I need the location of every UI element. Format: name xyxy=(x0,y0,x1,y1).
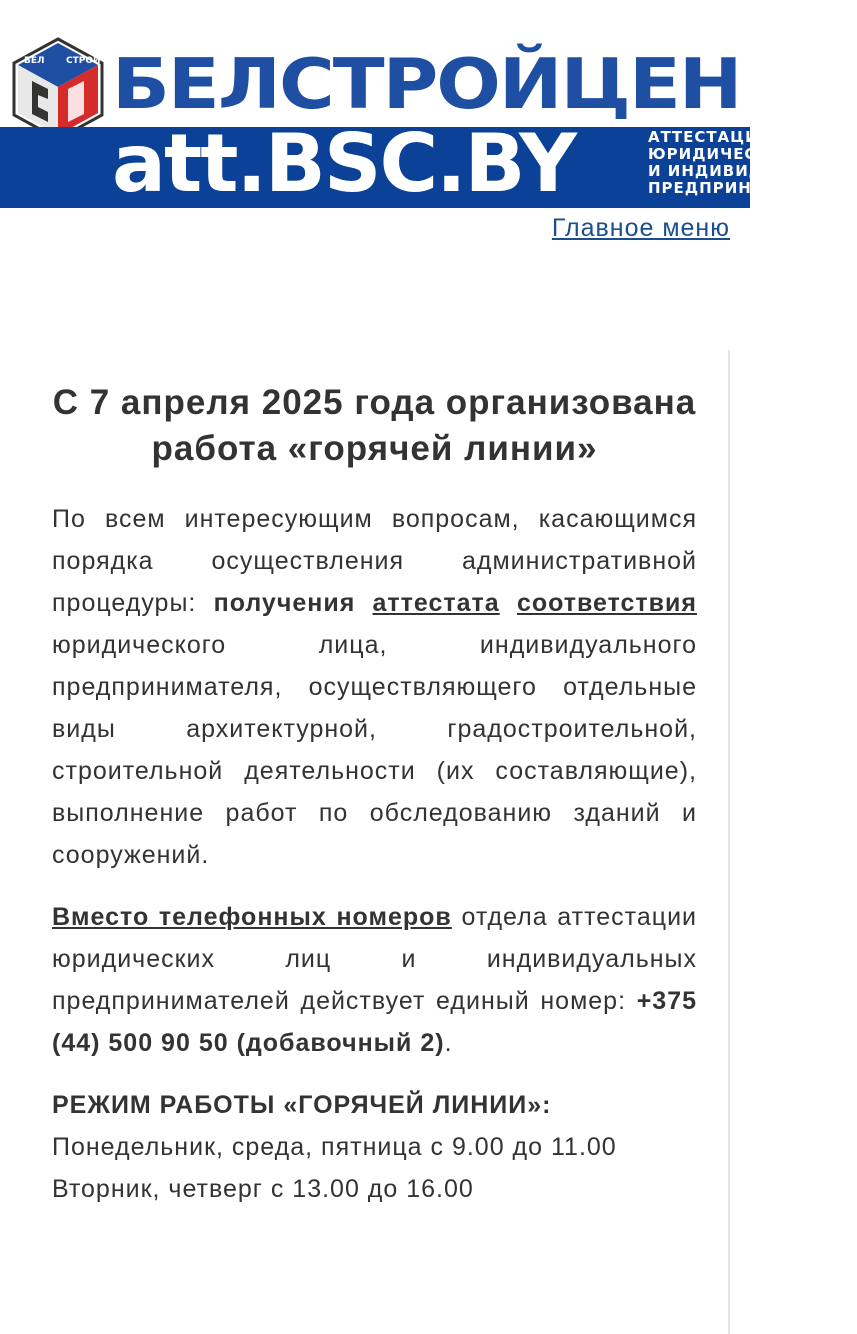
tagline-line: АТТЕСТАЦИЯ xyxy=(648,128,772,146)
content-divider xyxy=(728,350,730,1334)
hours-line: Вторник, четверг с 13.00 до 16.00 xyxy=(52,1175,474,1203)
tagline-line: ПРЕДПРИНИМАТЕЛЕЙ xyxy=(648,179,855,197)
link-sootvetstviya[interactable]: соответствия xyxy=(516,589,698,617)
brand-name xyxy=(112,42,741,125)
hours-line: Понедельник, среда, пятница с 9.00 до 11.00 xyxy=(52,1133,617,1161)
header-tagline xyxy=(648,128,857,197)
article-paragraph-2 xyxy=(52,896,697,1064)
logo-text-bel: БЕЛ xyxy=(24,56,45,66)
hours-title: РЕЖИМ РАБОТЫ «ГОРЯЧЕЙ ЛИНИИ»: xyxy=(52,1091,552,1119)
site-domain: att.BSC.BY xyxy=(112,117,576,210)
p1-text-after: юридического лица, индивидуального предпринимателя, осуществляющего отдельные виды архитектурной, градостроительной, строительной деятельности (их составляющие), выполнение работ по обследованию зданий и сооружений. xyxy=(52,631,697,869)
p2-text-middle: отдела аттестации юридических лиц и индивидуальных предпринимателей действует единый номер: xyxy=(52,903,698,1015)
article-paragraph-1 xyxy=(52,498,697,876)
link-phone-numbers[interactable]: Вместо телефонных номеров xyxy=(52,903,452,931)
link-attestat[interactable]: аттестата xyxy=(372,589,500,617)
p1-bold: получения xyxy=(213,589,373,617)
header-banner[interactable] xyxy=(0,35,857,210)
p1-space xyxy=(500,589,517,617)
article xyxy=(52,380,697,1210)
logo-text-stroy: СТРОЙ xyxy=(66,56,101,66)
main-menu-link[interactable]: Главное меню xyxy=(551,214,730,242)
brand-main: БЕЛСТРОЙЦЕН xyxy=(112,42,741,125)
tagline-line: ЮРИДИЧЕСКИХ xyxy=(648,145,796,163)
p1-text-before: По всем интересующим вопросам, касающимся порядка осуществления административной процедуры: xyxy=(52,505,697,617)
hotline-phone: +375 (44) 500 90 50 (добавочный 2) xyxy=(52,987,697,1057)
article-title: С 7 апреля 2025 года организована работа «горячей линии» xyxy=(52,383,697,468)
p2-text-end: . xyxy=(444,1029,453,1057)
company-logo-icon xyxy=(10,37,106,141)
tagline-line: И ИНДИВИДУАЛЬНЫХ xyxy=(648,162,857,180)
